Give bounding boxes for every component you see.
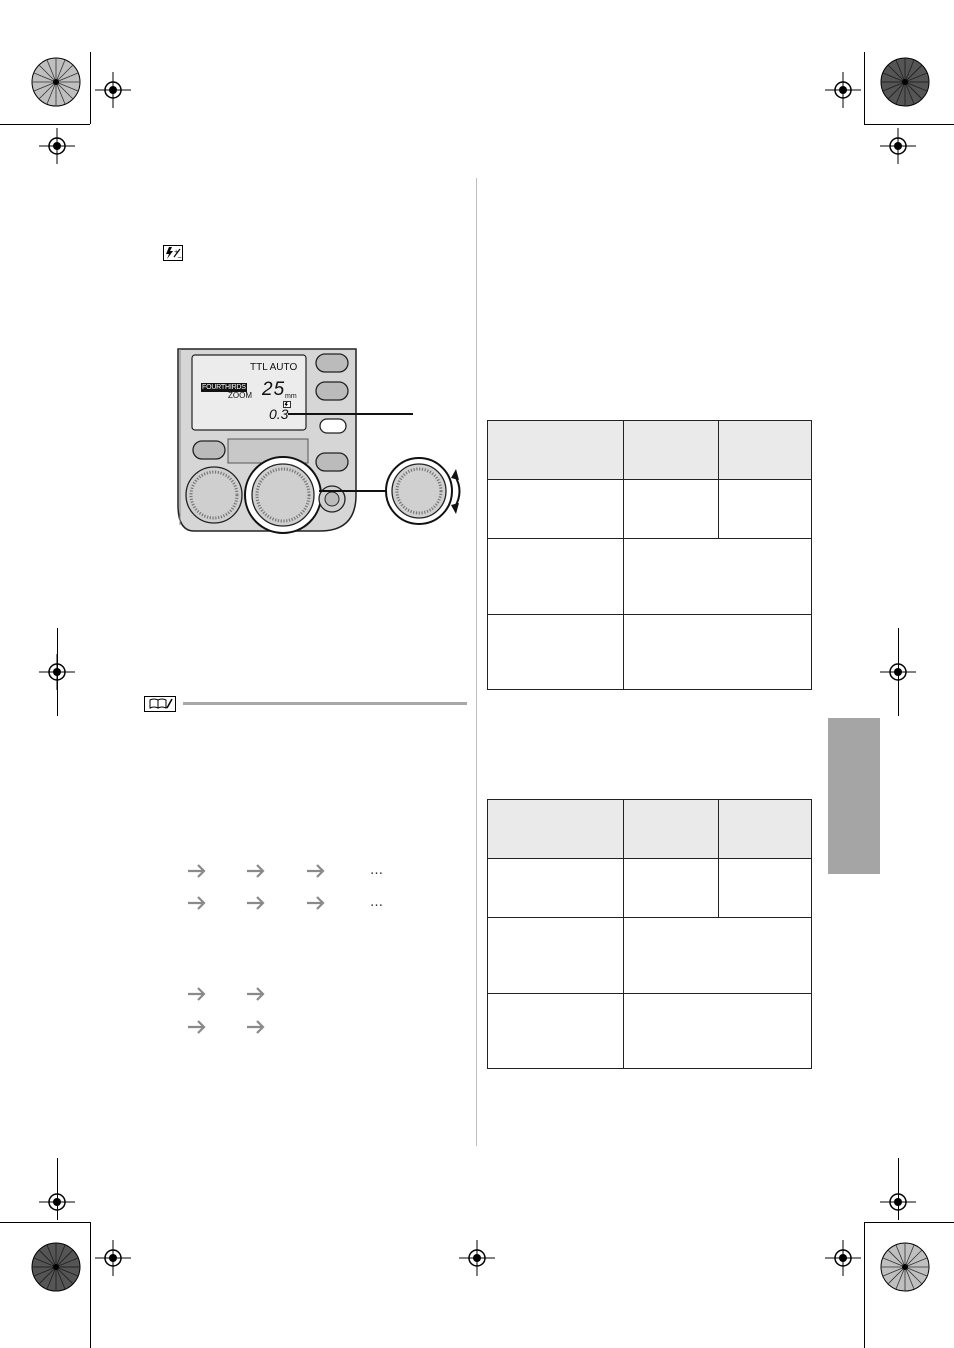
registration-target-icon bbox=[95, 1240, 131, 1276]
right-arrow-icon bbox=[187, 895, 207, 911]
sequence-ellipsis: … bbox=[370, 863, 384, 878]
table-cell bbox=[624, 615, 812, 690]
table-cell bbox=[488, 994, 624, 1069]
right-arrow-icon bbox=[246, 986, 266, 1002]
svg-text:−: − bbox=[177, 254, 183, 261]
table-header-cell bbox=[488, 800, 624, 859]
right-arrow-icon bbox=[187, 986, 207, 1002]
registration-target-icon bbox=[880, 128, 916, 164]
registration-target-icon bbox=[39, 128, 75, 164]
right-arrow-icon bbox=[246, 895, 266, 911]
note-divider bbox=[183, 702, 467, 705]
registration-target-icon bbox=[825, 72, 861, 108]
table-header-cell bbox=[488, 421, 624, 480]
svg-text:+: + bbox=[174, 249, 179, 255]
right-arrow-icon bbox=[246, 1019, 266, 1035]
right-arrow-icon bbox=[306, 863, 326, 879]
table-cell bbox=[624, 539, 812, 615]
note-icon bbox=[144, 696, 176, 712]
settings-table-1 bbox=[487, 420, 812, 690]
right-arrow-icon bbox=[306, 895, 326, 911]
table-cell bbox=[624, 480, 719, 539]
registration-target-icon bbox=[459, 1240, 495, 1276]
lcd-compensation-value: 0.3 bbox=[269, 406, 289, 422]
right-arrow-icon bbox=[246, 863, 266, 879]
flash-compensation-icon bbox=[163, 245, 183, 261]
color-bar-sunburst-icon bbox=[880, 57, 930, 107]
lcd-fourthirds-label: FOURTHIRDS bbox=[202, 384, 246, 391]
table-header-cell bbox=[719, 800, 812, 859]
table-cell bbox=[719, 480, 812, 539]
right-arrow-icon bbox=[187, 1019, 207, 1035]
column-divider bbox=[476, 178, 477, 1146]
table-cell bbox=[624, 994, 812, 1069]
color-bar-sunburst-icon bbox=[31, 1242, 81, 1292]
table-cell bbox=[624, 918, 812, 994]
table-cell bbox=[719, 859, 812, 918]
table-cell bbox=[488, 480, 624, 539]
table-cell bbox=[488, 615, 624, 690]
sequence-ellipsis: … bbox=[370, 895, 384, 910]
registration-target-icon bbox=[95, 72, 131, 108]
table-cell bbox=[488, 859, 624, 918]
settings-table-2 bbox=[487, 799, 812, 1069]
right-arrow-icon bbox=[187, 863, 207, 879]
lcd-zoom-unit: mm bbox=[285, 393, 297, 400]
table-cell bbox=[488, 918, 624, 994]
color-bar-sunburst-icon bbox=[31, 57, 81, 107]
table-header-cell bbox=[624, 421, 719, 480]
color-bar-sunburst-icon bbox=[880, 1242, 930, 1292]
lcd-zoom-value: 25 bbox=[262, 379, 286, 400]
table-header-cell bbox=[719, 421, 812, 480]
registration-target-icon bbox=[825, 1240, 861, 1276]
chapter-side-tab bbox=[828, 718, 880, 874]
table-header-cell bbox=[624, 800, 719, 859]
lcd-mode-text: TTL AUTO bbox=[250, 362, 298, 373]
lcd-zoom-label: ZOOM bbox=[228, 391, 252, 400]
table-cell bbox=[624, 859, 719, 918]
table-cell bbox=[488, 539, 624, 615]
